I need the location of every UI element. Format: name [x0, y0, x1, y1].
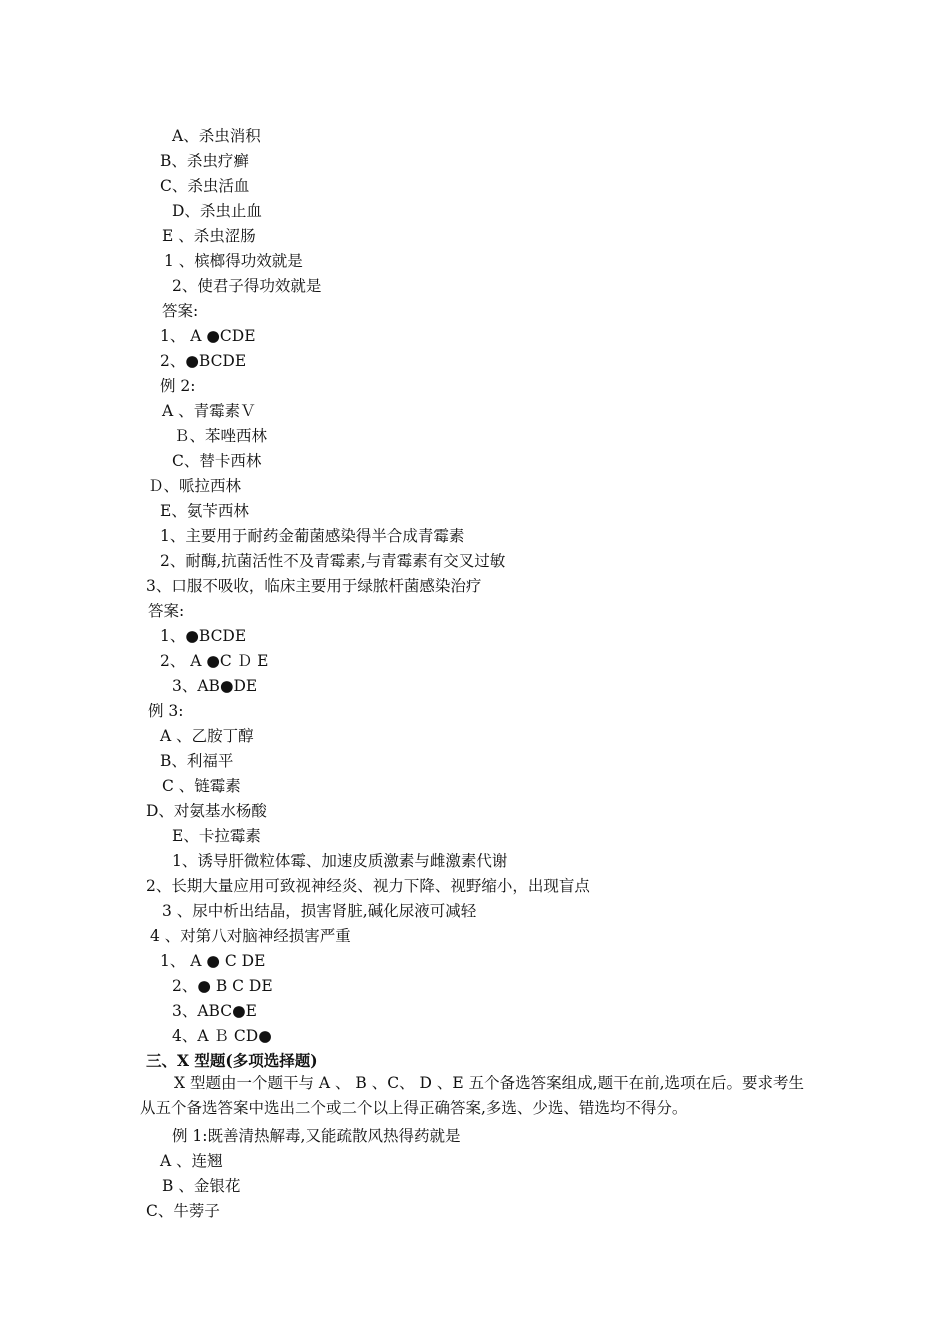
question-line: 1、主要用于耐药金葡菌感染得半合成青霉素 — [160, 527, 465, 545]
answer-label: 答案: — [162, 302, 199, 320]
answer-line: 3、ABC●E — [172, 1002, 257, 1020]
answer-line: 1、 A ● C DE — [160, 952, 266, 970]
answer-line: 3、AB●DE — [172, 677, 258, 695]
example-label: 例 3: — [148, 702, 184, 720]
option-line: C 、链霉素 — [162, 777, 241, 795]
option-line: C、杀虫活血 — [160, 177, 250, 195]
answer-line: 2、 A ●C Ｄ E — [160, 652, 269, 670]
option-line: E、氨苄西林 — [160, 502, 249, 520]
answer-line: 1、●BCDE — [160, 627, 247, 645]
answer-line: 2、● B C DE — [172, 977, 273, 995]
option-line: A 、连翘 — [160, 1152, 223, 1170]
option-line: E、卡拉霉素 — [172, 827, 261, 845]
option-line: D、杀虫止血 — [172, 202, 262, 220]
question-line: 2、长期大量应用可致视神经炎、视力下降、视野缩小，出现盲点 — [146, 877, 590, 895]
option-line: B 、金银花 — [162, 1177, 241, 1195]
example-label: 例 2: — [160, 377, 196, 395]
answer-line: 4、A Ｂ CD● — [172, 1027, 272, 1045]
option-line: D、对氨基水杨酸 — [146, 802, 267, 820]
answer-label: 答案: — [148, 602, 185, 620]
answer-line: 1、 A ●CDE — [160, 327, 256, 345]
option-line: A 、乙胺丁醇 — [160, 727, 254, 745]
option-line: Ｄ、哌拉西林 — [148, 477, 242, 495]
answer-line: 2、●BCDE — [160, 352, 247, 370]
question-line: 2、使君子得功效就是 — [172, 277, 322, 295]
section-description: X 型题由一个题干与 A 、 B 、C、 D 、E 五个备选答案组成,题干在前,选项在后。要求考生从五个备选答案中选出二个或二个以上得正确答案,多选、少选、错选均不得分。 — [140, 1074, 804, 1117]
option-line: C、牛蒡子 — [146, 1202, 220, 1220]
question-line: 4 、对第八对脑神经损害严重 — [150, 927, 351, 945]
option-line: B、利福平 — [160, 752, 234, 770]
option-line: A 、青霉素Ｖ — [162, 402, 256, 420]
question-line: 1 、槟榔得功效就是 — [164, 252, 303, 270]
option-line: E 、杀虫涩肠 — [162, 227, 256, 245]
option-line: Ｂ、苯唑西林 — [174, 427, 268, 445]
option-line: A、杀虫消积 — [172, 127, 261, 145]
example-question: 例 1:既善清热解毒,又能疏散风热得药就是 — [172, 1127, 461, 1145]
question-line: 2、耐酶,抗菌活性不及青霉素,与青霉素有交叉过敏 — [160, 552, 506, 570]
question-line: 3 、尿中析出结晶，损害肾脏,碱化尿液可减轻 — [162, 902, 477, 920]
option-line: B、杀虫疗癣 — [160, 152, 249, 170]
section-heading: 三、X 型题(多项选择题) — [146, 1051, 318, 1070]
question-line: 1、诱导肝微粒体霉、加速皮质激素与雌激素代谢 — [172, 852, 508, 870]
question-line: 3、口服不吸收，临床主要用于绿脓杆菌感染治疗 — [146, 577, 482, 595]
option-line: C、替卡西林 — [172, 452, 262, 470]
